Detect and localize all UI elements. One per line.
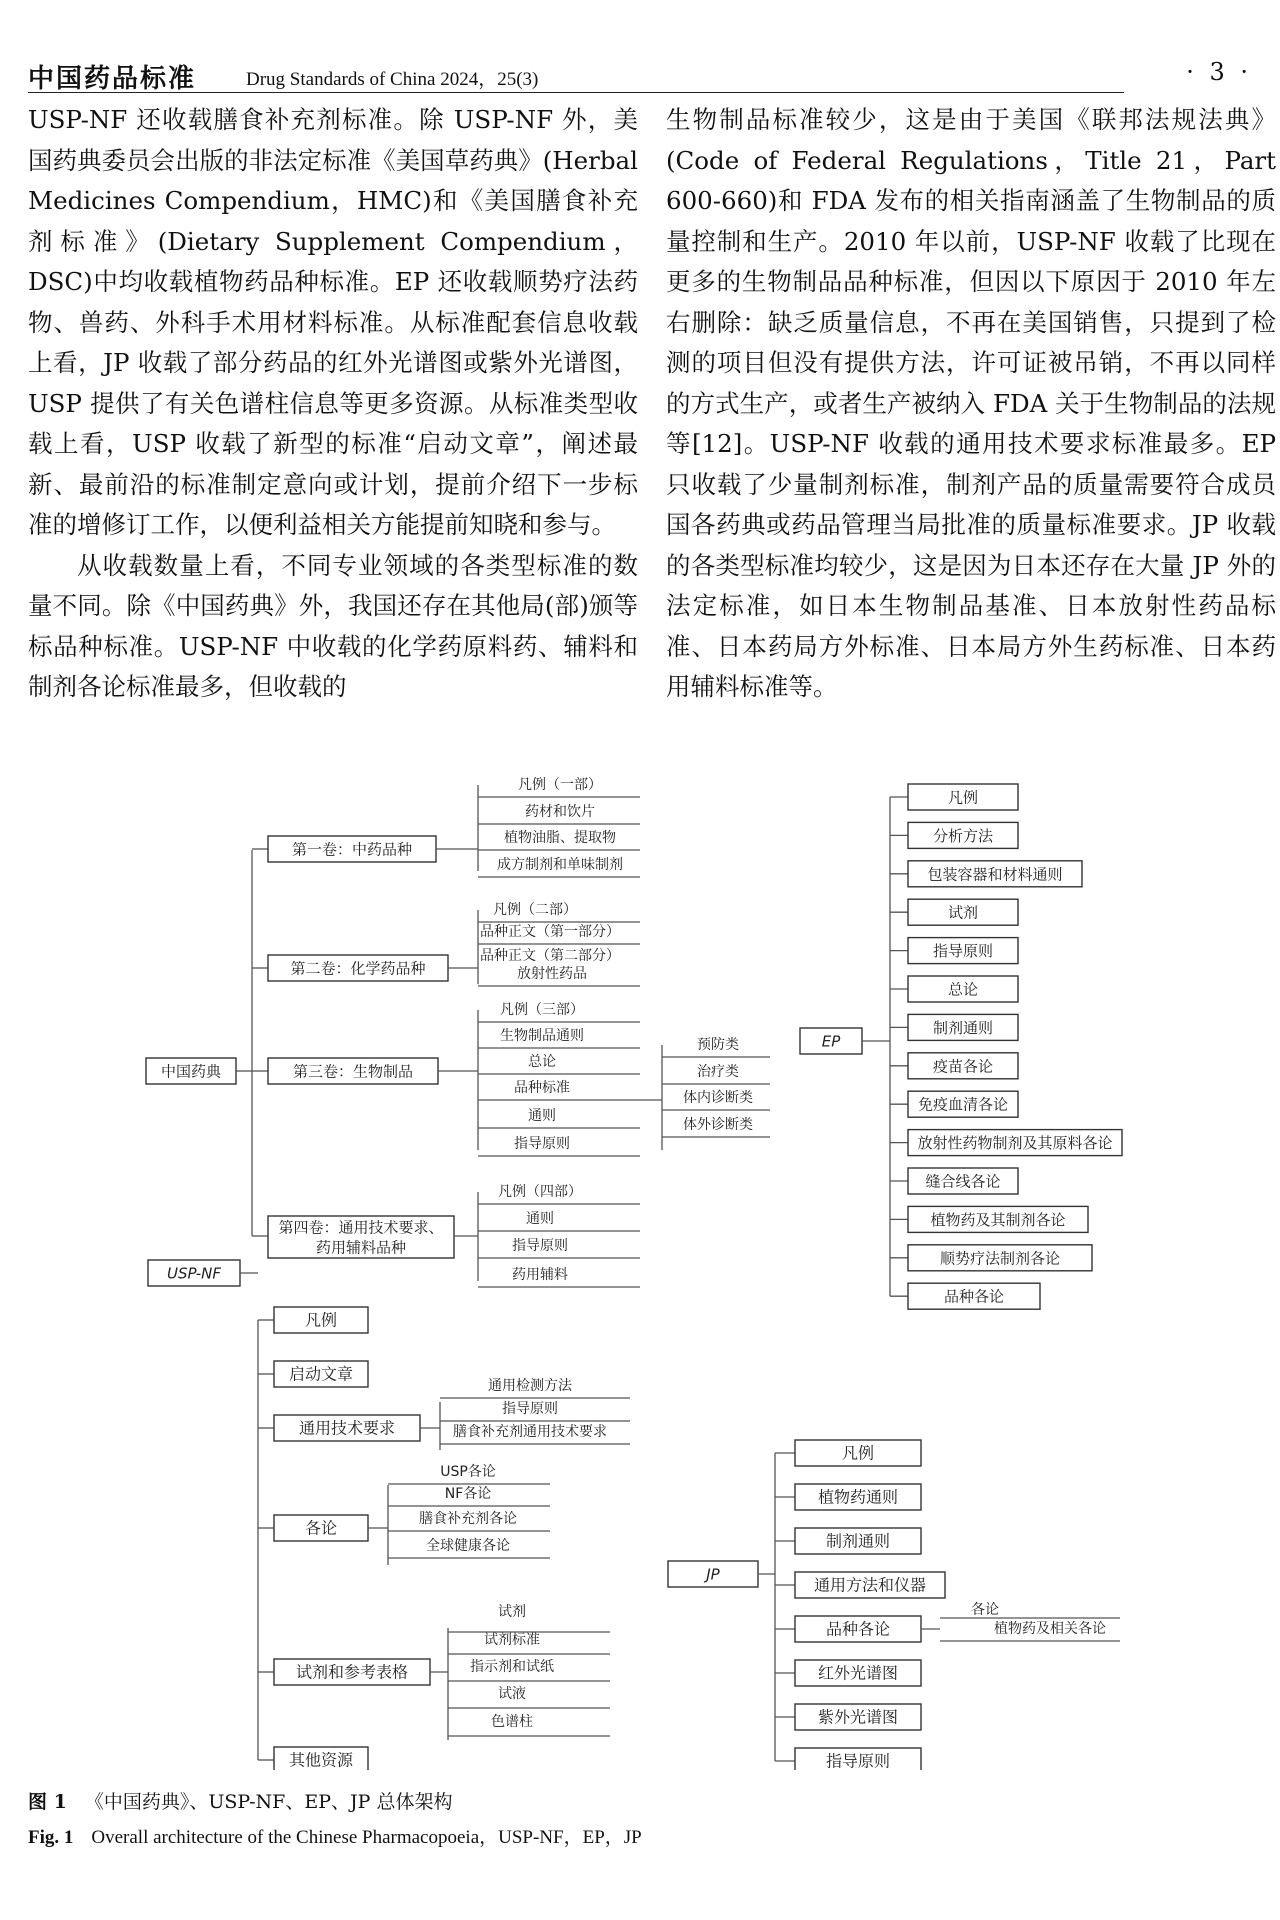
caption-text: 《中国药典》、USP-NF、EP、JP 总体架构 (84, 1791, 453, 1813)
jp-item-label: 凡例 (841, 1443, 875, 1463)
usp-item-label: 试剂和参考表格 (295, 1662, 409, 1682)
chp-v4-item: 通则 (526, 1211, 554, 1227)
left-column (28, 100, 638, 708)
paragraph: 生物制品标准较少，这是由于美国《联邦法规法典》(Code of Federal Regulations，Title 21，Part 600-660)和 FDA 发布的相关指南涵盖了生物制品的质量控制和生产。2010 年以前，USP-NF 收载了比现在更多的生物制品品种标准，但因以下原因于 2010 年左右删除：缺乏质量信息，不再在美国销售，只提到了检测的项目但没有提供方法，许可证被吊销，不再以同样的方式生产，或者生产被纳入 FDA 关于生物制品的法规等[12]。USP-NF 收载的通用技术要求标准最多。EP 只收载了少量制剂标准，制剂产品的质量需要符合成员国各药典或药品管理当局批准的质量标准要求。JP 收载的各类型标准均较少，这是因为日本还存在大量 JP 外的法定标准，如日本生物制品基准、日本放射性药品标准、日本药局方外标准、日本局方外生药标准、日本药用辅料标准等。 (666, 105, 1276, 701)
usp-mono-child: NF各论 (444, 1486, 492, 1502)
usp-reagent-child: 试剂 (498, 1604, 526, 1620)
running-header (28, 58, 1252, 92)
usp-reagent-child: 试剂标准 (484, 1632, 540, 1648)
chp-root-label: 中国药典 (160, 1062, 222, 1081)
usp-mono-child: USP各论 (440, 1464, 496, 1480)
jp-root-label: JP (706, 1565, 720, 1584)
ep-item-label: 免疫血清各论 (917, 1095, 1009, 1114)
chp-v3-sub-item: 体内诊断类 (683, 1090, 753, 1106)
architecture-diagram (0, 770, 1280, 1770)
usp-root-label: USP-NF (167, 1264, 221, 1283)
chp-v1-item: 植物油脂、提取物 (504, 830, 616, 846)
chp-v4-item: 指导原则 (512, 1238, 568, 1254)
journal-title-en: Drug Standards of China 2024，25(3) (246, 69, 539, 90)
jp-item-label: 紫外光谱图 (817, 1707, 899, 1727)
ep-item-label: 顺势疗法制剂各论 (939, 1249, 1061, 1268)
chp-v3-sub-item: 预防类 (697, 1037, 739, 1053)
usp-tech-child: 通用检测方法 (488, 1378, 572, 1394)
right-column (666, 100, 1276, 708)
chp-v1-item: 成方制剂和单味制剂 (497, 857, 623, 873)
chp-v2-item: 凡例（二部） (493, 902, 577, 918)
ep-item-label: 总论 (947, 980, 979, 999)
ep-item-label: 品种各论 (943, 1287, 1005, 1306)
ep-item-label: 疫苗各论 (932, 1057, 994, 1076)
header-rule (28, 92, 1124, 93)
chp-v3-item: 指导原则 (514, 1136, 570, 1152)
chp-v4-item: 药用辅料 (512, 1267, 568, 1283)
journal-title-cn: 中国药品标准 (28, 64, 197, 94)
page-number: · 3 · (1186, 58, 1252, 86)
ep-item-label: 分析方法 (932, 826, 994, 845)
usp-tech-child: 膳食补充剂通用技术要求 (453, 1424, 607, 1440)
jp-item-label: 红外光谱图 (817, 1663, 899, 1683)
jp-sub-item: 植物药及相关各论 (994, 1621, 1106, 1637)
jp-item-label: 制剂通则 (825, 1531, 891, 1551)
usp-reagent-child: 指示剂和试纸 (470, 1659, 554, 1675)
figure-caption-cn (28, 1787, 452, 1814)
usp-tech-child: 指导原则 (502, 1401, 558, 1417)
chp-v3-item: 通则 (528, 1108, 556, 1124)
paragraph: 从收载数量上看，不同专业领域的各类型标准的数量不同。除《中国药典》外，我国还存在其他局(部)颁等标品种标准。USP-NF 中收载的化学药原料药、辅料和制剂各论标准最多，但收载的 (28, 550, 638, 701)
architecture-figure (0, 770, 1280, 1770)
paragraph: USP-NF 还收载膳食补充剂标准。除 USP-NF 外，美国药典委员会出版的非法定标准《美国草药典》(Herbal Medicines Compendium，HMC)和《美国膳食补充剂标准》(Dietary Supplement Compendium，DSC)中均收载植物药品种标准。EP 还收载顺势疗法药物、兽药、外科手术用材料标准。从标准配套信息收载上看，JP 收载了部分药品的红外光谱图或紫外光谱图，USP 提供了有关色谱柱信息等更多资源。从标准类型收载上看，USP 收载了新型的标准“启动文章”，阐述最新、最前沿的标准制定意向或计划，提前介绍下一步标准的增修订工作，以便利益相关方能提前知晓和参与。 (28, 105, 638, 539)
chp-v3-item: 品种标准 (514, 1080, 570, 1096)
chp-v3-sub-item: 治疗类 (697, 1064, 739, 1080)
jp-item-label: 通用方法和仪器 (813, 1575, 927, 1595)
caption-label: 图 1 (28, 1791, 67, 1813)
usp-item-label: 启动文章 (288, 1364, 354, 1384)
jp-sub-label: 各论 (971, 1602, 999, 1618)
chp-v1-item: 凡例（一部） (518, 777, 602, 793)
chp-v3-sub-item: 体外诊断类 (683, 1117, 753, 1133)
figure-caption-en (28, 1822, 642, 1849)
chp-v3-item: 凡例（三部） (500, 1002, 584, 1018)
caption-label: Fig. 1 (28, 1827, 74, 1848)
ep-item-label: 指导原则 (932, 942, 994, 961)
chp-v2-item: 品种正文（第一部分） (480, 924, 620, 940)
ep-item-label: 试剂 (947, 903, 979, 922)
usp-mono-child: 全球健康各论 (426, 1538, 510, 1554)
ep-item-label: 凡例 (947, 788, 979, 807)
chp-v2-item: 放射性药品 (517, 966, 587, 982)
chp-v2-item: 品种正文（第二部分） (480, 948, 620, 964)
chp-volume-4-label: 药用辅料品种 (315, 1238, 407, 1257)
usp-item-label: 凡例 (304, 1310, 338, 1330)
jp-item-label: 指导原则 (825, 1751, 891, 1770)
usp-item-label: 各论 (304, 1518, 338, 1538)
chp-volume-3-label: 第三卷：生物制品 (292, 1062, 414, 1081)
ep-item-label: 制剂通则 (932, 1018, 994, 1037)
chp-v3-item: 生物制品通则 (500, 1028, 584, 1044)
jp-item-label: 品种各论 (825, 1619, 891, 1639)
usp-reagent-child: 试液 (498, 1686, 526, 1702)
chp-v3-item: 总论 (528, 1054, 556, 1070)
jp-item-label: 植物药通则 (817, 1487, 899, 1507)
ep-item-label: 包装容器和材料通则 (927, 865, 1063, 884)
ep-item-label: 植物药及其制剂各论 (930, 1210, 1066, 1229)
ep-root-label: EP (821, 1032, 841, 1051)
chp-v4-item: 凡例（四部） (498, 1184, 582, 1200)
chp-v1-item: 药材和饮片 (525, 804, 595, 820)
chp-volume-2-label: 第二卷：化学药品种 (290, 959, 426, 978)
chp-volume-4-label: 第四卷：通用技术要求、 (278, 1218, 444, 1237)
ep-item-label: 放射性药物制剂及其原料各论 (917, 1134, 1113, 1153)
usp-mono-child: 膳食补充剂各论 (419, 1511, 517, 1527)
usp-reagent-child: 色谱柱 (491, 1714, 533, 1730)
caption-text: Overall architecture of the Chinese Pharmacopoeia，USP-NF，EP，JP (91, 1827, 642, 1848)
usp-item-label: 通用技术要求 (298, 1418, 396, 1438)
ep-item-label: 缝合线各论 (925, 1172, 1001, 1191)
usp-item-label: 其他资源 (288, 1750, 354, 1770)
chp-volume-1-label: 第一卷：中药品种 (291, 840, 413, 859)
